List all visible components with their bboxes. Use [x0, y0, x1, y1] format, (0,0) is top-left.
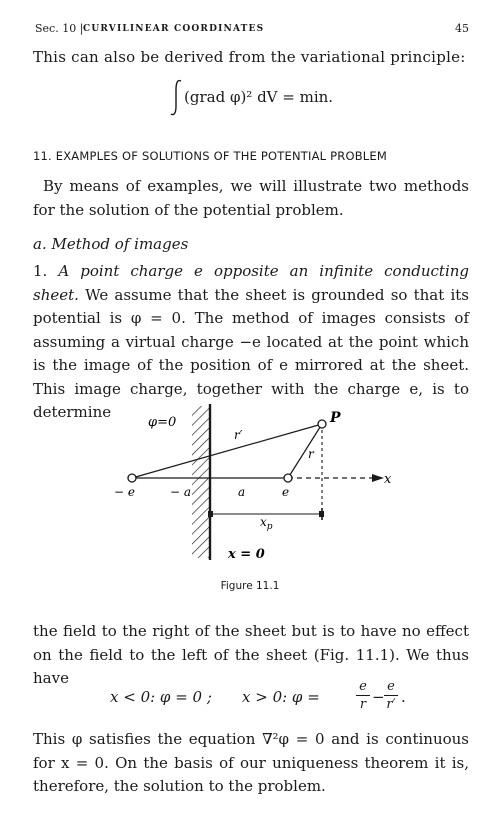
header-section: Sec. 10 | [35, 22, 84, 35]
page-number: 45 [455, 22, 469, 35]
equation-minus: − [372, 688, 385, 706]
image-charge [128, 474, 136, 482]
label-xp: $x_p$ [260, 515, 273, 532]
piecewise-equation [110, 678, 410, 724]
header-title: CURVILINEAR COORDINATES [83, 24, 265, 34]
fraction-2: e r′ [384, 678, 398, 713]
figure-caption: Figure 11.1 [220, 580, 280, 592]
variational-equation [168, 78, 368, 118]
equation-period: . [401, 688, 406, 706]
section-heading: 11. EXAMPLES OF SOLUTIONS OF THE POTENTIAL PROBLEM [33, 149, 387, 163]
label-x-zero: x = 0 [228, 547, 265, 562]
paragraph-3: This φ satisfies the equation ∇²φ = 0 and is continuous for x = 0. On the basis of our uniqueness theorem it is, therefore, the solution to the problem. [33, 730, 469, 795]
point-p [318, 420, 326, 428]
figure-11-1 [110, 398, 400, 578]
label-p: P [330, 410, 341, 426]
label-phi-zero: φ=0 [148, 415, 177, 430]
subsection-heading: a. Method of images [33, 235, 189, 253]
label-minus-e: − e [114, 485, 135, 499]
item-number: 1. [33, 262, 48, 280]
label-e: e [282, 485, 290, 499]
xp-tick-left [208, 511, 213, 517]
section-intro: By means of examples, we will illustrate two methods for the solution of the potential problem. [33, 177, 469, 219]
paragraph-1: We assume that the sheet is grounded so that its potential is φ = 0. The method of images consists of assuming a virtual charge −e located at the point which is the image of the position of e mirrored at the sheet. This image charge, together with the charge e, is to determine [33, 285, 469, 421]
sheet-hatching [192, 406, 210, 558]
label-x-axis: x [384, 472, 392, 487]
point-charge [284, 474, 292, 482]
paragraph-2: the field to the right of the sheet but is to have no effect on the field to the left of the sheet (Fig. 11.1). We thus have [33, 622, 469, 687]
variational-equation-text: (grad φ)² dV = min. [184, 88, 334, 106]
label-r-prime: r′ [234, 428, 243, 442]
item-title: A point charge e opposite an infinite conducting sheet. [33, 262, 470, 304]
equation-left-case: x < 0: φ = 0 ; [110, 688, 212, 706]
equation-right-case: x > 0: φ = [242, 688, 320, 706]
intro-line: This can also be derived from the variational principle: [33, 48, 466, 66]
label-r: r [308, 447, 314, 461]
fraction-1: e r [356, 678, 370, 713]
label-minus-a: − a [170, 485, 192, 499]
x-axis-arrow [372, 474, 384, 482]
label-a: a [238, 485, 246, 499]
